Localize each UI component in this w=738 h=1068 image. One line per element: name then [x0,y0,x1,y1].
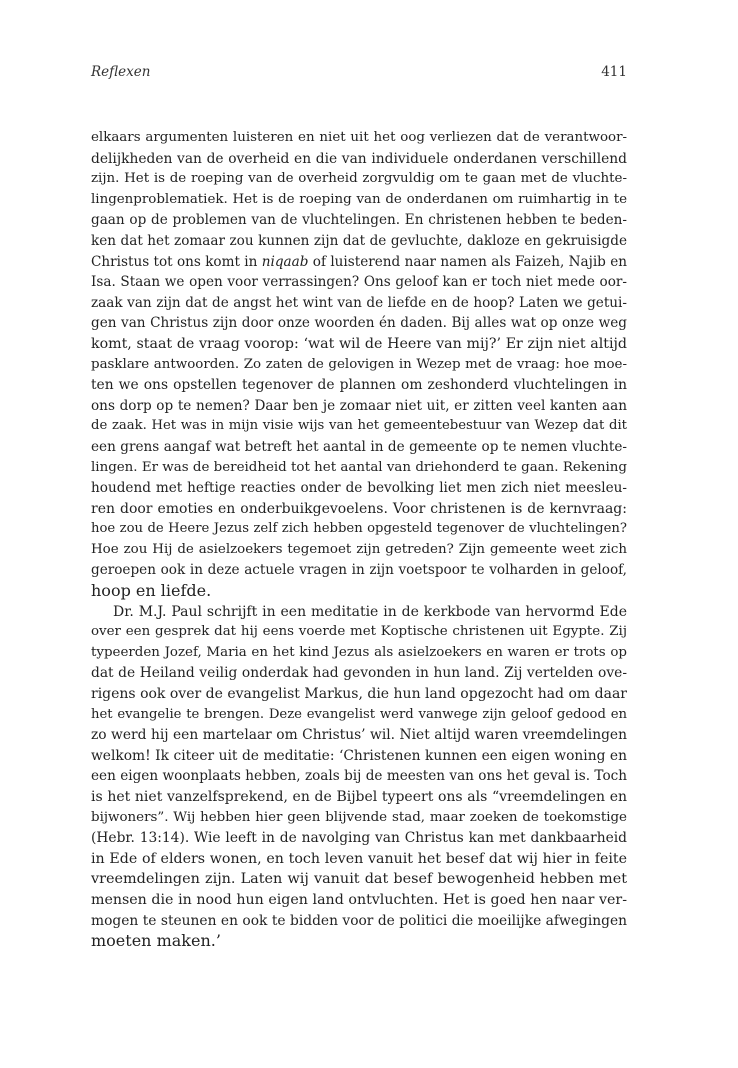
text-line: pasklare antwoorden. Zo zaten de gelovigen in Wezep met de vraag: hoe moe- [91,356,627,372]
text-line: een eigen woonplaats hebben, zoals bij de meesten van ons het geval is. Toch [91,768,627,785]
page-number: 411 [601,64,627,80]
text-line: ren door emoties en onderbuikgevoelens. Voor christenen is de kernvraag: [91,500,627,517]
text-run: of luisterend naar namen als Faizeh, Najib en [308,253,627,270]
text-line: mogen te steunen en ook te bidden voor de politici die moeilijke afwegingen [91,912,627,929]
paragraph-1 [91,128,627,602]
text-line: ons dorp op te nemen? Daar ben je zomaar niet uit, er zitten veel kanten aan [91,397,627,414]
body-text [91,128,627,952]
text-line [91,252,627,273]
text-line: zo werd hij een martelaar om Christus’ wil. Niet altijd waren vreemdelingen [91,727,627,744]
text-line: moeten maken.’ [91,931,221,951]
text-line: delijkheden van de overheid en die van individuele onderdanen verschillend [91,150,627,167]
text-line: geroepen ook in deze actuele vragen in zijn voetspoor te volharden in geloof, [91,562,627,579]
text-line: komt, staat de vraag voorop: ‘wat wil de Heere van mij?’ Er zijn niet altijd [91,335,627,352]
text-line: Hoe zou Hij de asielzoekers tegemoet zijn getreden? Zijn gemeente weet zich [91,541,627,557]
text-line: zaak van zijn dat de angst het wint van de liefde en de hoop? Laten we getui- [91,294,627,311]
italic-term: niqaab [261,253,309,270]
text-line: gaan op de problemen van de vluchtelingen. En christenen hebben te beden- [91,212,627,229]
paragraph-2 [91,602,627,952]
text-line: Dr. M.J. Paul schrijft in een meditatie in de kerkbode van hervormd Ede [113,603,627,620]
text-line: Isa. Staan we open voor verrassingen? Ons geloof kan er toch niet mede oor- [91,274,627,291]
text-line: typeerden Jozef, Maria en het kind Jezus als asielzoekers en waren er trots op [91,644,627,660]
text-line: elkaars argumenten luisteren en niet uit het oog verliezen dat de verantwoor- [91,130,627,145]
text-line: dat de Heiland veilig onderdak had gevonden in hun land. Zij vertelden ove- [91,665,627,682]
text-line: welkom! Ik citeer uit de meditatie: ‘Christenen kunnen een eigen woning en [91,747,627,764]
text-line: ten we ons opstellen tegenover de plannen om zeshonderd vluchtelingen in [91,377,627,394]
text-line: het evangelie te brengen. Deze evangelist werd vanwege zijn geloof gedood en [91,706,627,722]
text-line: ken dat het zomaar zou kunnen zijn dat de gevluchte, dakloze en gekruisigde [91,232,627,249]
text-line: de zaak. Het was in mijn visie wijs van het gemeentebestuur van Wezep dat dit [91,418,627,434]
text-line: vreemdelingen zijn. Laten wij vanuit dat besef bewogenheid hebben met [91,871,627,888]
text-line: lingenproblematiek. Het is de roeping van de onderdanen om ruimhartig in te [91,191,627,207]
text-line: lingen. Er was de bereidheid tot het aantal van driehonderd te gaan. Rekening [91,459,627,475]
text-line: rigens ook over de evangelist Markus, die hun land opgezocht had om daar [91,686,627,703]
text-line: mensen die in nood hun eigen land ontvluchten. Het is goed hen naar ver- [91,891,627,908]
text-line: houdend met heftige reacties onder de bevolking liet men zich niet meesleu- [91,480,627,497]
text-run: Christus tot ons komt in [91,253,262,270]
text-line: hoe zou de Heere Jezus zelf zich hebben opgesteld tegenover de vluchtelingen? [91,521,627,537]
running-title: Reflexen [91,64,151,80]
text-line: zijn. Het is de roeping van de overheid zorgvuldig om te gaan met de vluchte- [91,171,627,187]
text-line: hoop en liefde. [91,581,212,601]
text-line: bijwoners”. Wij hebben hier geen blijvende stad, maar zoeken de toekomstige [91,809,627,825]
text-line: een grens aangaf wat betreft het aantal in de gemeente op te nemen vluchte- [91,438,627,455]
text-line: gen van Christus zijn door onze woorden én daden. Bij alles wat op onze weg [91,315,627,332]
text-line: is het niet vanzelfsprekend, en de Bijbel typeert ons als “vreemdelingen en [91,789,627,805]
text-line: in Ede of elders wonen, en toch leven vanuit het besef dat wij hier in feite [91,850,627,867]
text-line: over een gesprek dat hij eens voerde met Koptische christenen uit Egypte. Zij [91,624,627,640]
text-line: (Hebr. 13:14). Wie leeft in de navolging van Christus kan met dankbaarheid [91,830,627,847]
